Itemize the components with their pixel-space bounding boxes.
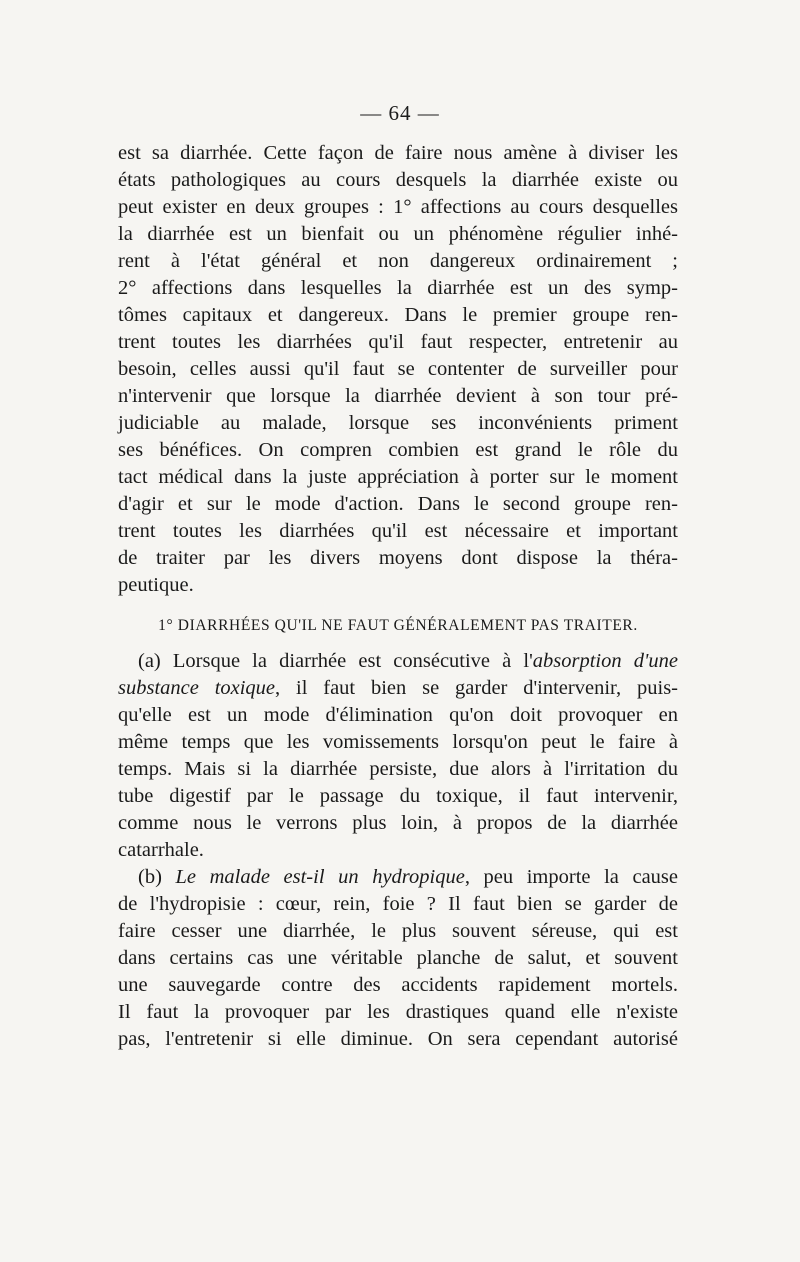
text-line: dans certains cas une véritable planche de salut, et souvent (118, 947, 678, 969)
intro-paragraph (118, 140, 678, 599)
section-heading: 1° DIARRHÉES QU'IL NE FAUT GÉNÉRALEMENT PAS TRAITER. (158, 617, 638, 634)
text-line: 2° affections dans lesquelles la diarrhée est un des symp- (118, 277, 678, 299)
text-line: de traiter par les divers moyens dont dispose la théra- (118, 547, 678, 569)
text-line: peut exister en deux groupes : 1° affections au cours desquelles (118, 196, 678, 218)
text-line: catarrhale. (118, 839, 204, 861)
text-run: (b) (138, 866, 176, 888)
text-line: trent toutes les diarrhées qu'il est nécessaire et important (118, 520, 678, 542)
text-line: rent à l'état général et non dangereux ordinairement ; (118, 250, 678, 272)
text-line: faire cesser une diarrhée, le plus souvent séreuse, qui est (118, 920, 678, 942)
text-line: tômes capitaux et dangereux. Dans le premier groupe ren- (118, 304, 678, 326)
text-line: états pathologiques au cours desquels la diarrhée existe ou (118, 169, 678, 191)
text-line: une sauvegarde contre des accidents rapidement mortels. (118, 974, 678, 996)
text-line (118, 648, 678, 675)
text-line: temps. Mais si la diarrhée persiste, due alors à l'irritation du (118, 758, 678, 780)
text-line: peutique. (118, 574, 194, 596)
italic-run: substance toxique (118, 677, 276, 699)
text-line: qu'elle est un mode d'élimination qu'on doit provoquer en (118, 704, 678, 726)
text-line: Il faut la provoquer par les drastiques quand elle n'existe (118, 1001, 678, 1023)
text-run: (a) Lorsque la diarrhée est consécutive à l' (138, 650, 533, 672)
paragraph-b (118, 864, 678, 1053)
text-line: ses bénéfices. On compren combien est grand le rôle du (118, 439, 678, 461)
text-line: trent toutes les diarrhées qu'il faut respecter, entretenir au (118, 331, 678, 353)
page-number: — 64 — (360, 101, 440, 125)
text-run: , il faut bien se garder d'intervenir, puis- (275, 677, 678, 699)
text-line: de l'hydropisie : cœur, rein, foie ? Il faut bien se garder de (118, 893, 678, 915)
text-line: judiciable au malade, lorsque ses inconvénients priment (118, 412, 678, 434)
text-line (118, 675, 678, 702)
paragraph-a (118, 648, 678, 864)
italic-run: Le malade est-il un hydropique (175, 866, 465, 888)
text-line: tact médical dans la juste appréciation à porter sur le moment (118, 466, 678, 488)
text-line: même temps que les vomissements lorsqu'on peut le faire à (118, 731, 678, 753)
text-line: comme nous le verrons plus loin, à propos de la diarrhée (118, 812, 678, 834)
italic-run: absorption d'une (532, 650, 678, 672)
text-line: n'intervenir que lorsque la diarrhée devient à son tour pré- (118, 385, 678, 407)
text-line: la diarrhée est un bienfait ou un phénomène régulier inhé- (118, 223, 678, 245)
text-run: , peu importe la cause (464, 866, 679, 888)
page-text (118, 140, 678, 1053)
text-line: tube digestif par le passage du toxique, il faut intervenir, (118, 785, 678, 807)
text-line: est sa diarrhée. Cette façon de faire nous amène à diviser les (118, 142, 678, 164)
text-line: d'agir et sur le mode d'action. Dans le second groupe ren- (118, 493, 678, 515)
text-line: besoin, celles aussi qu'il faut se contenter de surveiller pour (118, 358, 678, 380)
text-line: pas, l'entretenir si elle diminue. On sera cependant autorisé (118, 1028, 678, 1050)
text-line (118, 864, 678, 891)
